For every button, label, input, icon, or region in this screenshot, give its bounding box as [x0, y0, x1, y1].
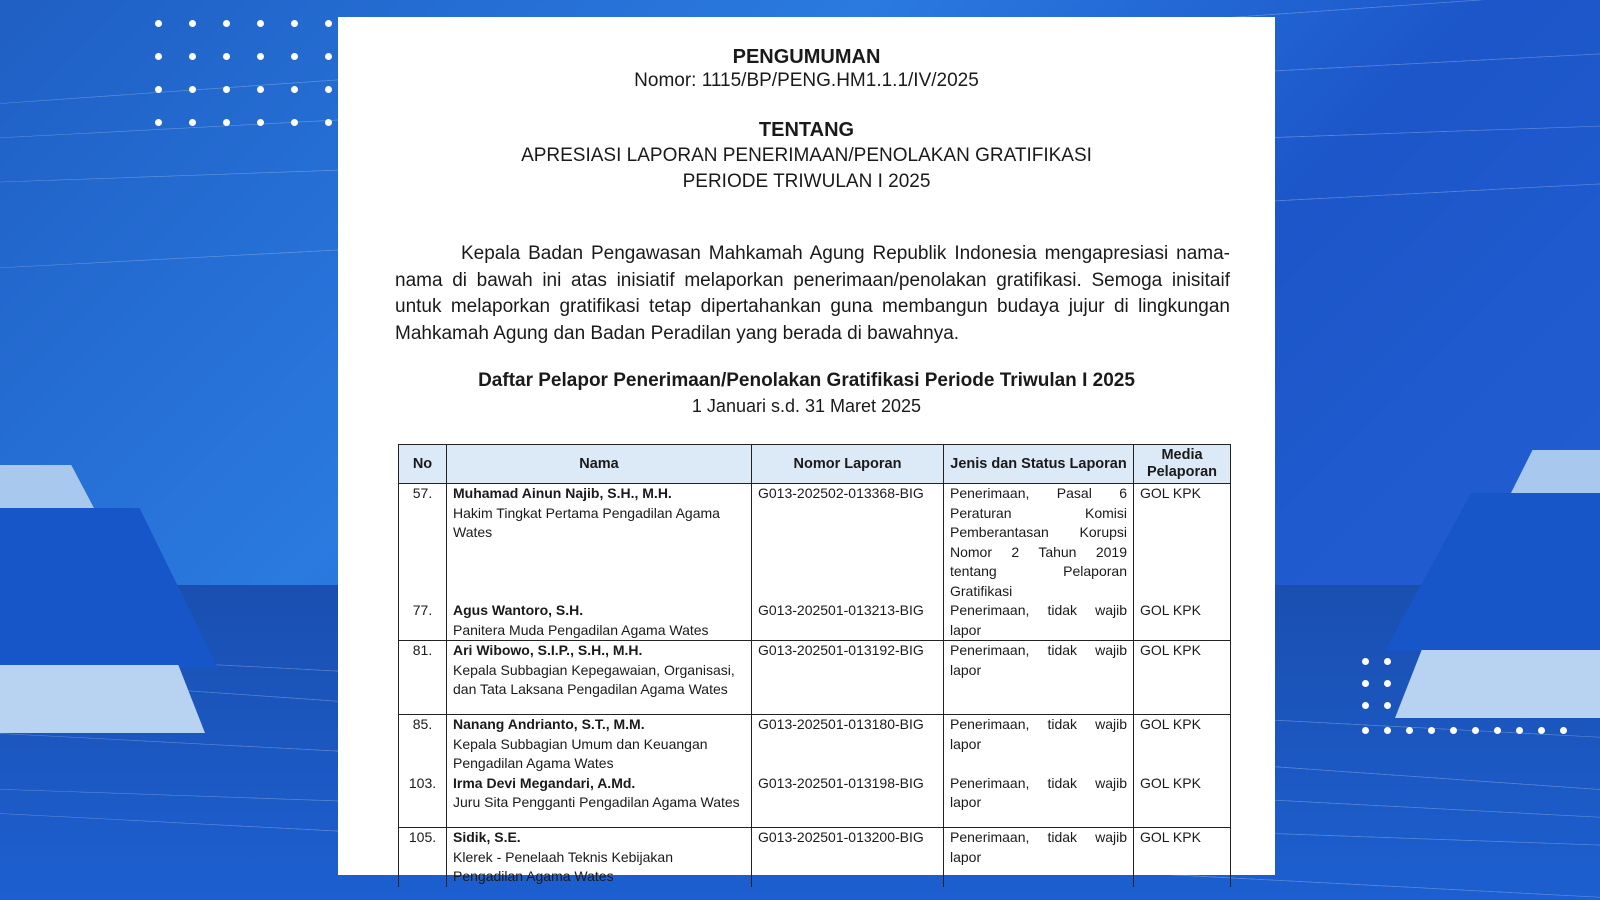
reporter-role: Hakim Tingkat Pertama Pengadilan Agama Wates	[453, 504, 720, 540]
row-report-number: G013-202502-013368-BIG	[752, 484, 944, 602]
row-media: GOL KPK	[1134, 774, 1231, 828]
intro-paragraph: Kepala Badan Pengawasan Mahkamah Agung Republik Indonesia mengapresiasi nama-nama di bawah ini atas inisiatif melaporkan penerimaan/penolakan gratifikasi. Semoga inisitaif untuk melaporkan gratifikasi tetap dipertahankan guna membangun budaya jujur di lingkungan Mahkamah Agung dan Badan Peradilan yang berada di bawahnya.	[395, 243, 1230, 344]
row-no: 105.	[399, 828, 447, 887]
table-row	[399, 484, 1231, 602]
reporter-name: Nanang Andrianto, S.T., M.M.	[453, 716, 645, 732]
row-no: 81.	[399, 641, 447, 715]
row-no: 77.	[399, 601, 447, 641]
about-label: TENTANG	[758, 119, 855, 141]
subject-line-1: APRESIASI LAPORAN PENERIMAAN/PENOLAKAN GRATIFIKASI	[521, 145, 1092, 166]
reporter-table	[398, 444, 1231, 887]
reporter-role: Panitera Muda Pengadilan Agama Wates	[453, 621, 709, 638]
row-status: Penerimaan, tidak wajib lapor	[944, 715, 1134, 774]
doc-number: Nomor: 1115/BP/PENG.HM1.1.1/IV/2025	[634, 70, 979, 91]
row-no: 85.	[399, 715, 447, 774]
row-nama	[447, 484, 752, 602]
dot-grid-right	[1362, 658, 1406, 709]
row-nama	[447, 828, 752, 887]
table-row	[399, 641, 1231, 715]
row-report-number: G013-202501-013180-BIG	[752, 715, 944, 774]
reporter-role: Kepala Subbagian Umum dan Keuangan Pengadilan Agama Wates	[453, 735, 708, 771]
reporter-name: Irma Devi Megandari, A.Md.	[453, 774, 636, 791]
announcement-document	[338, 17, 1275, 884]
row-status: Penerimaan, tidak wajib lapor	[944, 774, 1134, 828]
col-header-nomor: Nomor Laporan	[752, 445, 944, 484]
row-status: Penerimaan, Pasal 6 Peraturan Komisi Pemberantasan Korupsi Nomor 2 Tahun 2019 tentang Pelaporan Gratifikasi	[944, 484, 1134, 602]
right-light-tab	[1510, 450, 1600, 495]
row-no: 57.	[399, 484, 447, 602]
reporter-name: Sidik, S.E.	[453, 829, 521, 845]
row-report-number: G013-202501-013200-BIG	[752, 828, 944, 887]
doc-title: PENGUMUMAN	[732, 46, 881, 68]
table-row	[399, 774, 1231, 828]
row-no: 103.	[399, 774, 447, 828]
row-status: Penerimaan, tidak wajib lapor	[944, 828, 1134, 887]
row-media: GOL KPK	[1134, 484, 1231, 602]
col-header-nama: Nama	[447, 445, 752, 484]
left-light-tab	[0, 465, 95, 510]
table-period: 1 Januari s.d. 31 Maret 2025	[691, 396, 922, 416]
row-report-number: G013-202501-013192-BIG	[752, 641, 944, 715]
row-nama	[447, 601, 752, 641]
right-blue-block	[1385, 493, 1600, 651]
row-nama	[447, 774, 752, 828]
reporter-name: Agus Wantoro, S.H.	[453, 602, 584, 618]
row-nama	[447, 641, 752, 715]
table-row	[399, 828, 1231, 887]
row-media: GOL KPK	[1134, 641, 1231, 715]
table-header-row	[399, 445, 1231, 484]
row-media: GOL KPK	[1134, 828, 1231, 887]
left-light-block	[0, 665, 205, 733]
row-media: GOL KPK	[1134, 601, 1231, 641]
right-light-block	[1395, 650, 1600, 718]
reporter-name: Muhamad Ainun Najib, S.H., M.H.	[453, 485, 672, 501]
table-title: Daftar Pelapor Penerimaan/Penolakan Gratifikasi Periode Triwulan I 2025	[478, 370, 1135, 391]
row-nama	[447, 715, 752, 774]
row-report-number: G013-202501-013213-BIG	[752, 601, 944, 641]
table-row	[399, 715, 1231, 774]
col-header-jenis: Jenis dan Status Laporan	[944, 445, 1134, 484]
dot-grid-bottom-right	[1362, 727, 1582, 734]
reporter-role: Juru Sita Pengganti Pengadilan Agama Wates	[453, 794, 740, 810]
row-status: Penerimaan, tidak wajib lapor	[944, 641, 1134, 715]
col-header-media: Media Pelaporan	[1134, 445, 1231, 484]
reporter-role: Kepala Subbagian Kepegawaian, Organisasi, dan Tata Laksana Pengadilan Agama Wates	[453, 661, 735, 697]
reporter-name: Ari Wibowo, S.I.P., S.H., M.H.	[453, 642, 643, 658]
row-status: Penerimaan, tidak wajib lapor	[944, 601, 1134, 641]
table-row	[399, 601, 1231, 641]
subject-line-2: PERIODE TRIWULAN I 2025	[682, 171, 931, 192]
reporter-role: Klerek - Penelaah Teknis Kebijakan Pengadilan Agama Wates	[453, 848, 673, 884]
row-media: GOL KPK	[1134, 715, 1231, 774]
row-report-number: G013-202501-013198-BIG	[752, 774, 944, 828]
col-header-no: No	[399, 445, 447, 484]
dot-grid-top-left	[155, 20, 359, 126]
